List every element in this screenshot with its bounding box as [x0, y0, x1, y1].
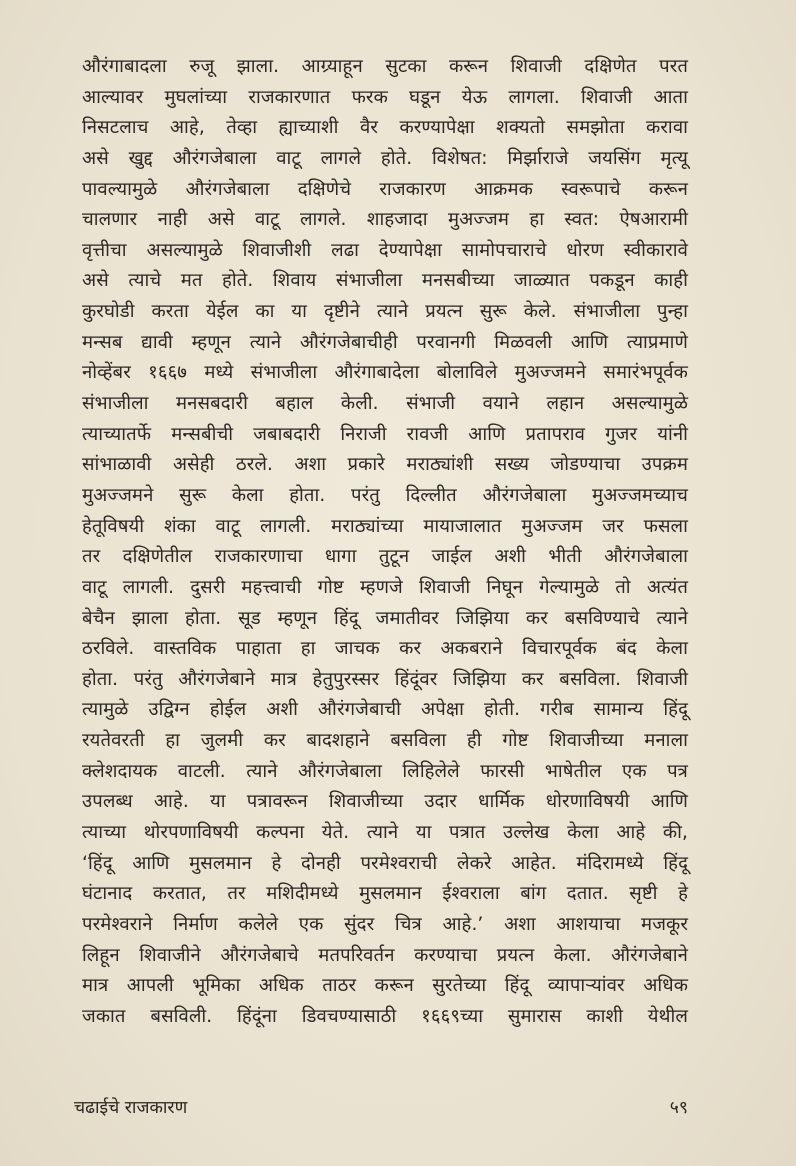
body-text [82, 52, 688, 1033]
text-line: त्यामुळे उद्विग्न होईल अशी औरंगजेबाची अपेक्षा होती. गरीब सामान्य हिंदू [82, 699, 688, 721]
text-line: हेतूविषयी शंका वाटू लागली. मराठ्यांच्या मायाजालात मुअज्जम जर फसला [82, 515, 688, 537]
text-line: संभाजीला मनसबदारी बहाल केली. संभाजी वयाने लहान असल्यामुळे [82, 393, 688, 415]
text-line: तर दक्षिणेतील राजकारणाचा धागा तुटून जाईल अशी भीती औरंगजेबाला [82, 546, 688, 568]
text-line: मुअज्जमने सुरू केला होता. परंतु दिल्लीत औरंगजेबाला मुअज्जमच्याच [82, 484, 688, 506]
text-line: औरंगाबादला रुजू झाला. आग्र्याहून सुटका करून शिवाजी दक्षिणेत परत [82, 56, 688, 77]
text-line: असे खुद्द औरंगजेबाला वाटू लागले होते. विशेषत: मिर्झाराजे जयसिंग मृत्यू [82, 147, 688, 169]
text-line: निसटलाच आहे, तेव्हा ह्याच्याशी वैर करण्यापेक्षा शक्यतो समझोता करावा [82, 117, 688, 139]
page-number: ५९ [669, 1098, 688, 1118]
text-line: रयतेवरती हा जुलमी कर बादशहाने बसविला ही गोष्ट शिवाजीच्या मनाला [82, 730, 688, 752]
text-line: चालणार नाही असे वाटू लागले. शाहजादा मुअज्जम हा स्वत: ऐषआरामी [82, 209, 688, 231]
text-line: परमेश्वराने निर्माण कलेले एक सुंदर चित्र आहे.’ अशा आशयाचा मजकूर [82, 913, 688, 935]
text-line: वृत्तीचा असल्यामुळे शिवाजीशी लढा देण्यापेक्षा सामोपचाराचे धोरण स्वीकारावे [82, 239, 688, 261]
text-line: कुरघोडी करता येईल का या दृष्टीने त्याने प्रयत्न सुरू केले. संभाजीला पुन्हा [82, 301, 688, 323]
text-line: आल्यावर मुघलांच्या राजकारणात फरक घडून येऊ लागला. शिवाजी आता [82, 86, 688, 108]
text-line: मन्सब द्यावी म्हणून त्याने औरंगजेबाचीही परवानगी मिळवली आणि त्याप्रमाणे [82, 331, 688, 353]
text-line: पावल्यामुळे औरंगजेबाला दक्षिणेचे राजकारण आक्रमक स्वरूपाचे करून [82, 178, 688, 200]
text-line: जकात बसविली. हिंदूंना डिवचण्यासाठी १६६९च्या सुमारास काशी येथील [82, 1005, 688, 1027]
text-line: होता. परंतु औरंगजेबाने मात्र हेतुपुरस्सर हिंदूंवर जिझिया कर बसविला. शिवाजी [82, 668, 688, 690]
text-line: नोव्हेंबर १६६७ मध्ये संभाजीला औरंगाबादेला बोलाविले मुअज्जमने समारंभपूर्वक [82, 362, 688, 384]
text-line: त्याच्या थोरपणाविषयी कल्पना येते. त्याने या पत्रात उल्लेख केला आहे की, [82, 822, 688, 844]
text-line: बेचैन झाला होता. सूड म्हणून हिंदू जमातीवर जिझिया कर बसविण्याचे त्याने [82, 607, 688, 629]
text-line: घंटानाद करतात, तर मशिदीमध्ये मुसलमान ईश्वराला बांग दतात. सृष्टी हे [82, 883, 688, 905]
text-line: सांभाळावी असेही ठरले. अशा प्रकारे मराठ्यांशी सख्य जोडण्याचा उपक्रम [82, 454, 688, 476]
page-footer [74, 1092, 688, 1122]
text-line: लिहून शिवाजीने औरंगजेबाचे मतपरिवर्तन करण्याचा प्रयत्न केला. औरंगजेबाने [82, 944, 688, 966]
text-line: त्याच्यातर्फे मन्सबीची जबाबदारी निराजी रावजी आणि प्रतापराव गुजर यांनी [82, 423, 688, 445]
running-title: चढाईचे राजकारण [74, 1098, 188, 1118]
text-line: क्लेशदायक वाटली. त्याने औरंगजेबाला लिहिलेले फारसी भाषेतील एक पत्र [82, 760, 688, 782]
text-line: मात्र आपली भूमिका अधिक ताठर करून सुरतेच्या हिंदू व्यापाऱ्यांवर अधिक [82, 975, 688, 997]
text-line: उपलब्ध आहे. या पत्रावरून शिवाजीच्या उदार धार्मिक धोरणाविषयी आणि [82, 791, 688, 813]
text-line: ठरविले. वास्तविक पाहाता हा जाचक कर अकबराने विचारपूर्वक बंद केला [82, 638, 688, 660]
text-line: असे त्याचे मत होते. शिवाय संभाजीला मनसबीच्या जाळ्यात पकडून काही [82, 270, 688, 292]
text-line: ‘हिंदू आणि मुसलमान हे दोनही परमेश्वराची लेकरे आहेत. मंदिरामध्ये हिंदू [82, 852, 688, 874]
text-line: वाटू लागली. दुसरी महत्त्वाची गोष्ट म्हणजे शिवाजी निघून गेल्यामुळे तो अत्यंत [82, 576, 688, 598]
